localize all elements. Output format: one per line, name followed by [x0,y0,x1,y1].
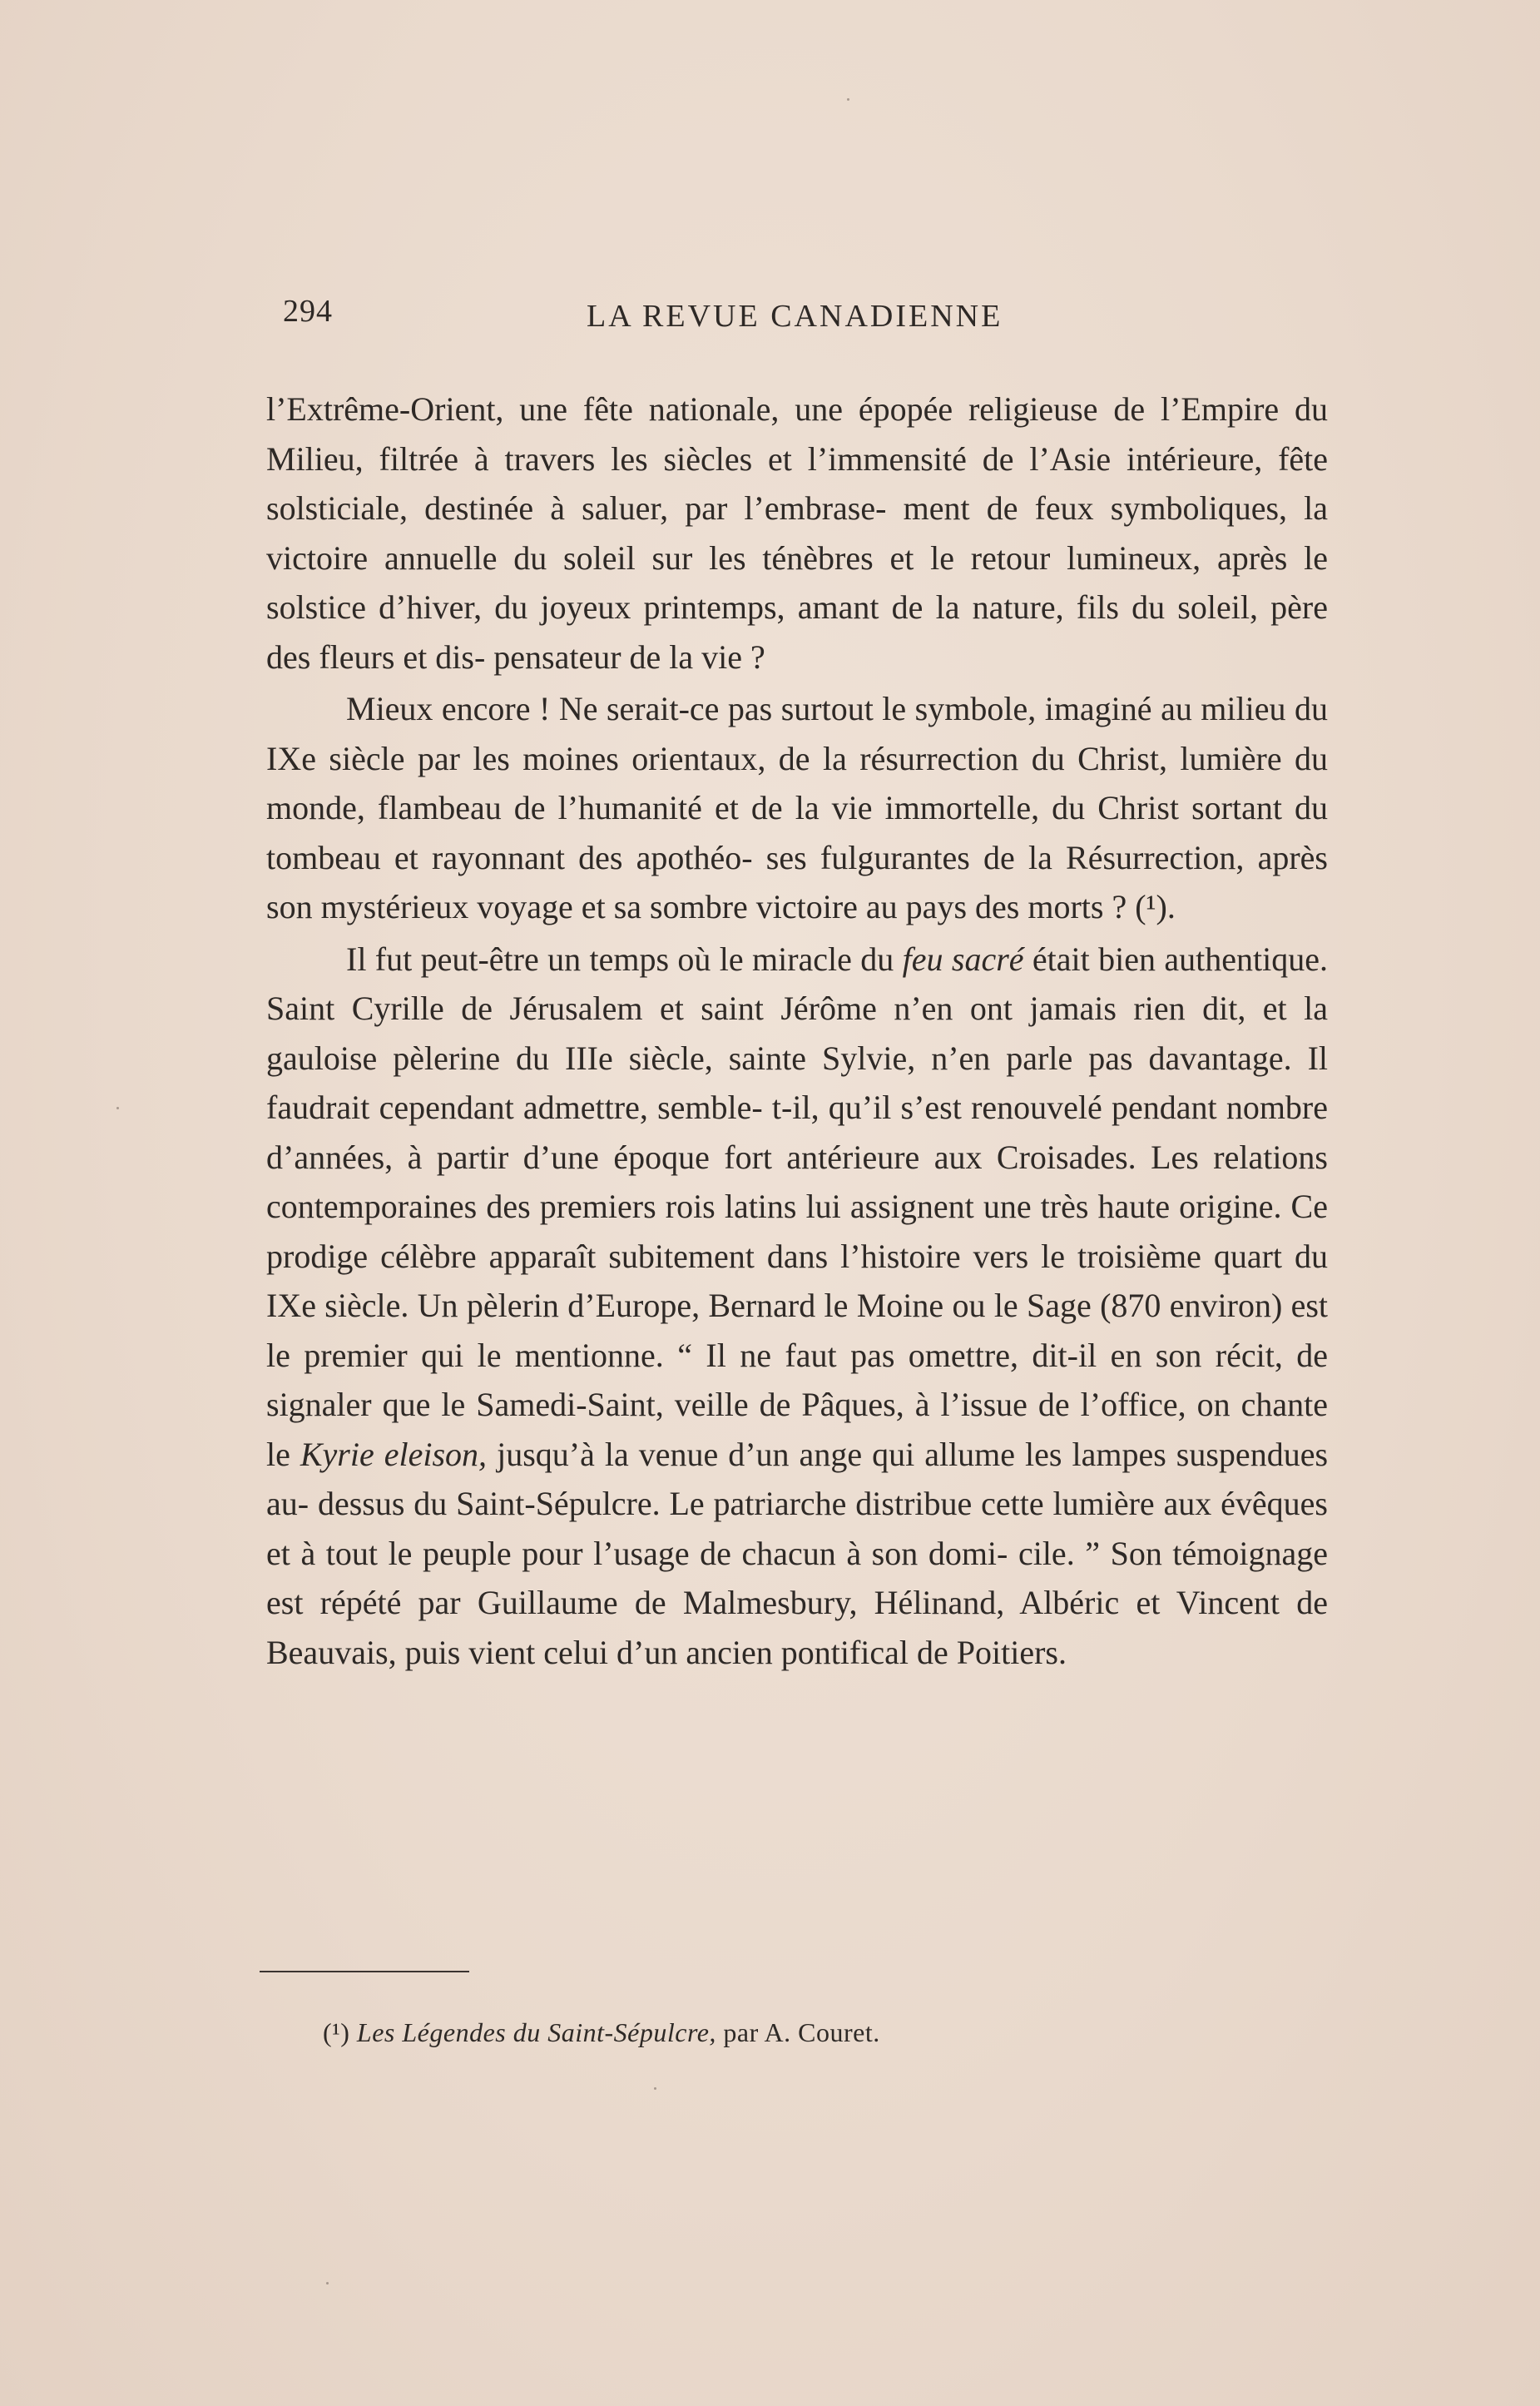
footnote-title: Les Légendes du Saint-Sépulcre, [356,2017,716,2047]
text-line: pas omettre, dit-il en son récit, de signaler que le Samedi-Saint, [266,1336,1329,1423]
text-line: n’en parle pas davantage. Il faudrait cependant admettre, semble- [266,1039,1329,1126]
text-line: Sage (870 environ) est le premier qui le mentionne. “ Il ne faut [266,1287,1329,1374]
footnote [323,2016,1288,2049]
paragraph [266,384,1328,682]
text-line: l’Empire du Milieu, filtrée à travers les siècles et l’immensité de [266,390,1329,478]
journal-title: LA REVUE CANADIENNE [587,299,1003,334]
text-line: printemps, amant de la nature, fils du soleil, père des fleurs et dis- [266,588,1328,676]
italic-phrase: feu sacré [902,940,1024,978]
text-line: ancien pontifical de Poitiers. [686,1633,1067,1671]
text-line: jusqu’à la venue d’un ange qui allume les lampes suspendues au- [266,1435,1329,1522]
text-line: ses fulgurantes de la Résurrection, après son mystérieux voyage et [266,838,1328,925]
text-line: Il fut peut-être un temps où le miracle du feu sacré était bien [346,940,1156,978]
paper-speck [847,98,849,101]
paragraph [266,935,1328,1678]
running-head [283,293,1331,351]
footnote-rest: par A. Couret. [723,2017,880,2047]
text-line: veille de Pâques, à l’issue de l’office, on chante le Kyrie eleison, [266,1386,1328,1473]
footnote-marker: (¹) [323,2017,350,2047]
paper-speck [654,2087,656,2090]
text-line: dessus du Saint-Sépulcre. Le patriarche distribue cette lumière [317,1485,1155,1522]
text-line: authentique. Saint Cyrille de Jérusalem et saint Jérôme n’en ont [266,940,1329,1027]
text-line: Mieux encore ! Ne serait-ce pas surtout le symbole, imaginé [346,690,1152,727]
text-line: ténèbres et le retour lumineux, après le solstice d’hiver, du joyeux [266,538,1329,626]
text-line: aux évêques et à tout le peuple pour l’usage de chacun à son domi- [266,1485,1328,1572]
paragraph [266,684,1328,932]
text-line: du Christ, lumière du monde, flambeau de l’humanité et de la vie [266,739,1329,826]
text-line: t-il, qu’il s’est renouvelé pendant nombre d’années, à partir d’une [266,1089,1329,1176]
text-line: époque fort antérieure aux Croisades. Les relations contemporaines [266,1138,1329,1225]
footnote-separator-rule [260,1971,469,1972]
text-line: l’Extrême-Orient, une fête nationale, une épopée religieuse de [266,390,1146,428]
text-line: quart du IXe siècle. Un pèlerin d’Europe, Bernard le Moine ou le [266,1237,1329,1324]
text-line: sa sombre victoire au pays des morts ? (¹). [613,888,1176,925]
text-line: des premiers rois latins lui assignent une très haute origine. Ce [486,1188,1328,1225]
text-line: au milieu du IXe siècle par les moines orientaux, de la résurrection [266,690,1329,777]
text-line: pensateur de la vie ? [493,637,765,676]
text-line: cile. ” Son témoignage est répété par Guillaume de Malmesbury, [266,1534,1329,1621]
text-line: jamais rien dit, et la gauloise pèlerine du IIIe siècle, sainte Sylvie, [266,990,1329,1077]
text-line: immortelle, du Christ sortant du tombeau et rayonnant des apothéo- [266,789,1328,876]
paper-speck [326,2282,329,2284]
body-text [266,384,1328,1679]
text-line: ment de feux symboliques, la victoire annuelle du soleil sur les [266,489,1329,577]
text-line: l’Asie intérieure, fête solsticiale, destinée à saluer, par l’embrase- [266,439,1329,527]
paper-speck [116,1107,119,1109]
text-line: prodige célèbre apparaît subitement dans l’histoire vers le troisième [266,1237,1201,1275]
text-line: Hélinand, Albéric et Vincent de Beauvais, puis vient celui d’un [266,1584,1328,1671]
page-number: 294 [283,294,333,329]
italic-phrase: Kyrie eleison, [300,1435,488,1473]
